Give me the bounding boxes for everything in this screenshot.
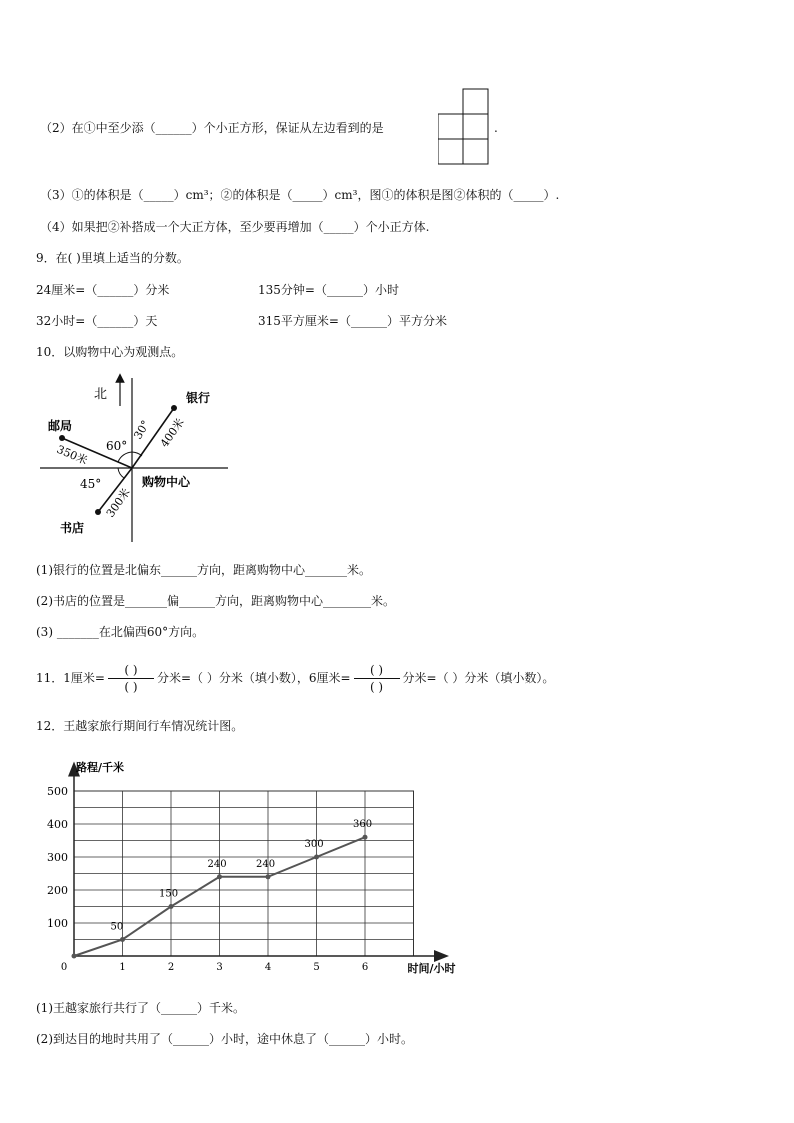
q8-part2-text: （2）在①中至少添（______）个小正方形，保证从左边看到的是 <box>40 121 384 135</box>
view-cell-bottom-right <box>463 139 488 164</box>
q9-row1-left: 24厘米=（______）分米 <box>36 283 170 297</box>
data-point <box>169 904 174 909</box>
angle-60-label: 60° <box>106 439 128 453</box>
y-tick-label: 300 <box>47 851 68 864</box>
q11-frac1-numerator: ( ) <box>124 663 138 677</box>
arc-60 <box>118 452 132 462</box>
x-tick-label: 0 <box>60 962 68 973</box>
q10-sub3: (3) _______在北偏西60°方向。 <box>36 625 205 639</box>
bank-point <box>171 405 177 411</box>
q11-lead: 11．1厘米= <box>36 671 105 685</box>
q11-frac2-numerator: ( ) <box>369 663 384 677</box>
q12-sub1: (1)王越家旅行共行了（______）千米。 <box>36 1001 245 1015</box>
q11-mid1: 分米=（ ）分米（填小数），6厘米= <box>156 671 351 685</box>
q11-frac1-denominator: ( ) <box>124 680 138 694</box>
view-cell-mid-left <box>438 114 463 139</box>
center-label: 购物中心 <box>142 475 191 489</box>
q8-part2 <box>40 120 384 136</box>
data-point <box>266 874 271 879</box>
view-cell-top <box>463 89 488 114</box>
bank-label: 银行 <box>186 391 211 405</box>
q10-sub1: (1)银行的位置是北偏东______方向，距离购物中心_______米。 <box>36 563 371 577</box>
y-tick-label: 200 <box>47 884 68 897</box>
q11 <box>36 660 554 696</box>
distance-300-label: 300米 <box>103 486 133 520</box>
data-point <box>314 855 319 860</box>
data-point <box>72 954 77 959</box>
distance-350-label: 350米 <box>54 442 90 468</box>
data-point <box>363 835 368 840</box>
x-tick-label: 6 <box>361 962 369 973</box>
q10-sub2: (2)书店的位置是_______偏______方向，距离购物中心________米。 <box>36 594 395 608</box>
arc-30 <box>132 452 142 456</box>
q8-part3: （3）①的体积是（_____）cm³；②的体积是（_____）cm³，图①的体积是图②体积的（_____）. <box>40 188 560 202</box>
y-tick-label: 400 <box>47 818 68 831</box>
data-point <box>217 874 222 879</box>
point-value-label: 300 <box>304 839 324 850</box>
q8-part2-end: . <box>494 121 498 135</box>
q11-fraction-2 <box>354 662 400 695</box>
chart-grid <box>74 791 414 956</box>
data-point <box>120 937 125 942</box>
x-tick-label: 1 <box>119 962 126 973</box>
point-value-label: 50 <box>110 921 124 933</box>
x-axis-title: 时间/小时 <box>407 962 456 975</box>
point-value-label: 240 <box>256 858 276 870</box>
angle-45-label: 45° <box>80 477 102 491</box>
post-label: 邮局 <box>48 419 73 433</box>
point-value-label: 150 <box>159 888 179 900</box>
store-point <box>95 509 101 515</box>
q12-sub2: (2)到达目的地时共用了（______）小时，途中休息了（______）小时。 <box>36 1032 414 1046</box>
angle-30-label: 30° <box>131 418 153 442</box>
point-value-label: 360 <box>353 819 373 831</box>
view-cell-bottom-left <box>438 139 463 164</box>
q9-row2-left: 32小时=（______）天 <box>36 314 158 328</box>
y-tick-label: 100 <box>47 917 68 930</box>
x-tick-label: 4 <box>264 962 272 973</box>
q9-row2-right: 315平方厘米=（______）平方分米 <box>258 314 447 328</box>
arc-45 <box>118 468 124 478</box>
y-tick-label: 500 <box>47 785 68 798</box>
travel-line-chart <box>34 756 474 982</box>
x-tick-label: 5 <box>313 962 320 973</box>
x-tick-label: 3 <box>216 962 223 973</box>
direction-diagram <box>36 372 246 544</box>
post-point <box>59 435 65 441</box>
q11-frac2-denominator: ( ) <box>369 680 384 694</box>
q11-mid2: 分米=（ ）分米（填小数）。 <box>402 671 555 685</box>
side-view-figure <box>438 88 490 168</box>
distance-400-label: 400米 <box>157 416 187 450</box>
north-label: 北 <box>94 387 108 402</box>
point-value-label: 240 <box>207 858 227 870</box>
q8-part4: （4）如果把②补搭成一个大正方体，至少要再增加（_____）个小正方体. <box>40 220 430 234</box>
q9-row1-right: 135分钟=（______）小时 <box>258 283 399 297</box>
view-cell-mid-right <box>463 114 488 139</box>
q12-title: 12．王越家旅行期间行车情况统计图。 <box>36 719 244 733</box>
q11-fraction-1 <box>108 662 154 695</box>
y-ticks <box>47 785 68 930</box>
q10-title: 10．以购物中心为观测点。 <box>36 345 184 359</box>
x-tick-label: 2 <box>167 962 175 973</box>
y-axis-title: 路程/千米 <box>76 761 125 774</box>
store-label: 书店 <box>60 521 85 535</box>
q9-title: 9．在( )里填上适当的分数。 <box>36 251 189 265</box>
x-ticks <box>61 962 368 973</box>
